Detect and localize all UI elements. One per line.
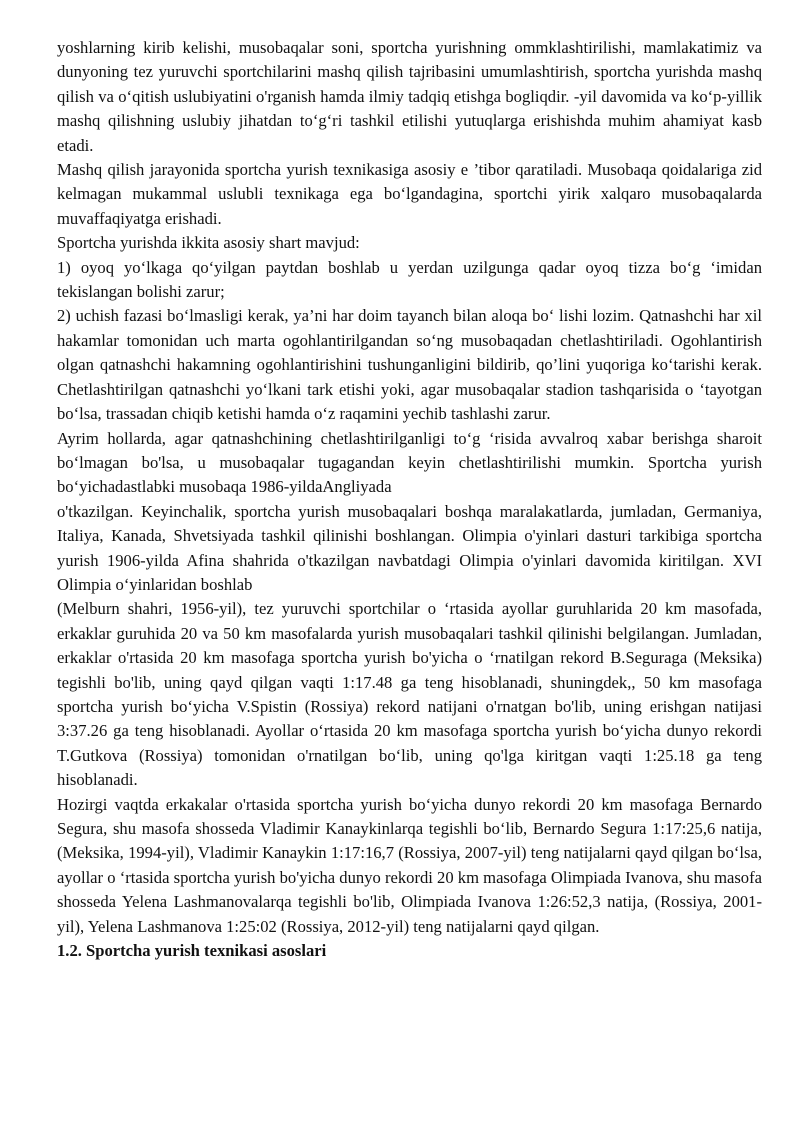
paragraph-disqualification: Ayrim hollarda, agar qatnashchining chetlashtirilganligi toʻg ‘risida avvalroq xabar berishga sharoit boʻlmagan bo'lsa, u musobaqalar tugagandan keyin chetlashtirilishi mumkin. Sportcha yurish boʻyichadastlabki musobaqa 1986-yildaAngliyada: [57, 428, 762, 497]
paragraph-two-conditions: Sportcha yurishda ikkita asosiy shart mavjud:: [57, 233, 360, 253]
paragraph-history: o'tkazilgan. Keyinchalik, sportcha yurish musobaqalari boshqa maralakatlarda, jumladan, Germaniya, Italiya, Kanada, Shvetsiyada tashkil qilinishi boshlangan. Olimpia o'yinlari dasturi tarkibiga sportcha yurish 1906-yilda Afina shahrida o'tkazilgan navbatdagi Olimpia o'yinlari davomida kiritilgan. XVI Olimpia oʻyinlaridan boshlab: [57, 501, 762, 594]
paragraph-technique-focus: Mashq qilish jarayonida sportcha yurish texnikasiga asosiy e ’tibor qaratiladi. Musobaqa qoidalariga zid kelmagan mukammal uslubli texnikaga ega boʻlgandagina, sportchi yirik xalqaro musobaqalarda muvaffaqiyatga erishadi.: [57, 160, 762, 228]
paragraph-training-methodology: yoshlarning kirib kelishi, musobaqalar soni, sportcha yurishning ommklashtirilishi, mamlakatimiz va dunyoning tez yuruvchi sportchilarini mashq qilish tajribasini umumlashtirish, sportcha yurishda mashq qilish va oʻqitish uslubiyatini o'rganish hamda ilmiy tadqiq etishga bogliqdir. -yil davomida va koʻp-yillik mashq qilishning uslubiy jihatdan toʻgʻri tashkil etilishi yutuqlarga erishishda muhim ahamiyat kasb etadi.: [57, 38, 762, 155]
paragraph-melbourne-records: (Melburn shahri, 1956-yil), tez yuruvchi sportchilar o ‘rtasida ayollar guruhlarida 20 km masofada, erkaklar guruhida 20 va 50 km masofalarda yurish musobaqalari tashkil qilinishi belgilangan. Jumladan, erkaklar o'rtasida 20 km masofaga sportcha yurish bo'yicha o ‘rnatilgan rekord B.Seguraga (Meksika) tegishli bo'lib, uning qayd qilgan vaqti 1:17.48 ga teng hisoblanadi, shuningdek,, 50 km masofaga sportcha yurish boʻyicha V.Spistin (Rossiya) rekord natijani o'rnatgan bo'lib, uning erishgan natijasi 3:37.26 ga teng hisoblanadi. Ayollar oʻrtasida 20 km masofaga sportcha yurish boʻyicha dunyo rekordi T.Gutkova (Rossiya) tomonidan o'rnatilgan boʻlib, uning qo'lga kiritgan vaqti 1:25.18 ga teng hisoblanadi.: [57, 599, 762, 790]
paragraph-condition-one: 1) oyoq yoʻlkaga qoʻyilgan paytdan boshlab u yerdan uzilgunga qadar oyoq tizza boʻg ‘imidan tekislangan bolishi zarur;: [57, 257, 762, 302]
paragraph-current-records: Hozirgi vaqtda erkakalar o'rtasida sportcha yurish boʻyicha dunyo rekordi 20 km masofaga Bernardo Segura, shu masofa shosseda Vladimir Kanaykinlarqa tegishli boʻlib, Bernardo Segura 1:17:25,6 natija, (Meksika, 1994-yil), Vladimir Kanaykin 1:17:16,7 (Rossiya, 2007-yil) teng natijalarni qayd qilgan boʻlsa, ayollar o ‘rtasida sportcha yurish bo'yicha dunyo rekordi 20 km masofaga Olimpiada Ivanova, shu masofa shosseda Yelena Lashmanovalarqa tegishli bo'lib, Olimpiada Ivanova 1:26:52,3 natija, (Rossiya, 2001-yil), Yelena Lashmanova 1:25:02 (Rossiya, 2012-yil) teng natijalarni qayd qilgan.: [57, 794, 762, 936]
paragraph-condition-two: 2) uchish fazasi boʻlmasligi kerak, ya’ni har doim tayanch bilan aloqa boʻ lishi lozim. Qatnashchi har xil hakamlar tomonidan uch marta ogohlantirilgandan soʻng musobaqadan chetlashtiriladi. Ogohlantirish olgan qatnashchi hakamning ogohlantirishini tushunganligini bildirib, qo’lini yuqoriga koʻtarishi kerak. Chetlashtirilgan qatnashchi yoʻlkani tark etishi yoki, agar musobaqalar stadion tashqarisida o ‘tayotgan boʻlsa, trassadan chiqib ketishi hamda oʻz raqamini yechib tashlashi zarur.: [57, 306, 762, 424]
document-page: [57, 36, 762, 963]
section-heading: 1.2. Sportcha yurish texnikasi asoslari: [57, 941, 327, 961]
